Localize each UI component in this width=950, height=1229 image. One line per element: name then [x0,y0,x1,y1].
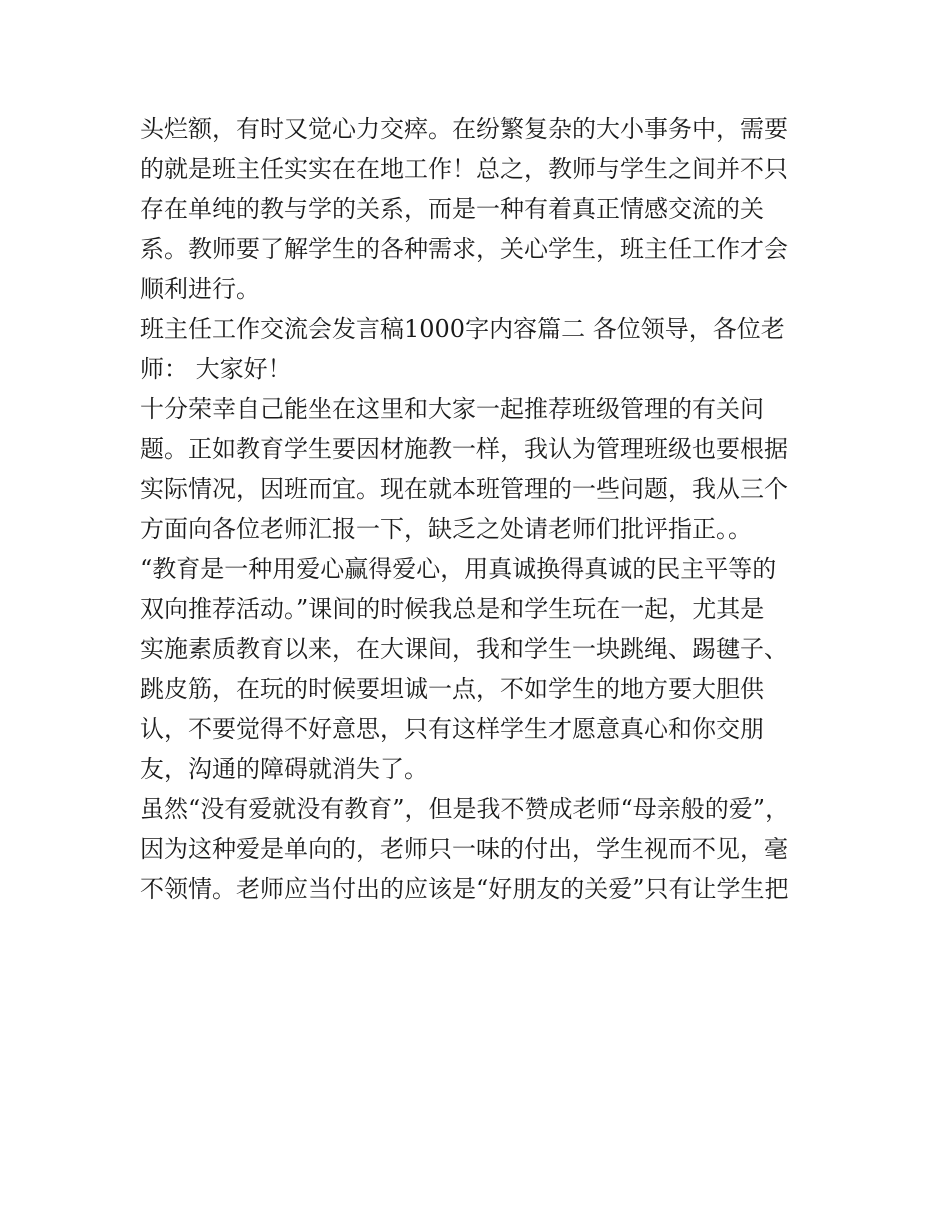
text-line: 的就是班主任实实在在地工作！总之，教师与学生之间并不只 [140,155,788,183]
text-line: 系。教师要了解学生的各种需求，关心学生，班主任工作才会 [140,235,788,263]
text-line: 十分荣幸自己能坐在这里和大家一起推荐班级管理的有关问 [140,395,764,423]
text-line: 实施素质教育以来，在大课间，我和学生一块跳绳、踢毽子、 [140,635,788,663]
text-line: 存在单纯的教与学的关系，而是一种有着真正情感交流的关 [140,195,764,223]
text-line: 顺利进行。 [140,275,260,303]
text-line: 友，沟通的障碍就消失了。 [140,755,428,783]
text-line: 题。正如教育学生要因材施教一样，我认为管理班级也要根据 [140,435,788,463]
section-heading-line: 班主任工作交流会发言稿1000字内容篇二 各位领导，各位老 [140,315,785,343]
text-line: 跳皮筋，在玩的时候要坦诚一点，不如学生的地方要大胆供 [140,675,764,703]
text-line: 双向推荐活动。”课间的时候我总是和学生玩在一起，尤其是 [140,595,765,623]
greeting-line: 师： 大家好！ [140,355,292,383]
text-line: 不领情。老师应当付出的应该是“好朋友的关爱”只有让学生把 [140,875,789,903]
text-line: 虽然“没有爱就没有教育”，但是我不赞成老师“母亲般的爱”， [140,795,790,823]
text-line: 方面向各位老师汇报一下，缺乏之处请老师们批评指正。。 [140,515,752,543]
text-line: 头烂额，有时又觉心力交瘁。在纷繁复杂的大小事务中，需要 [140,115,788,143]
text-line: “教育是一种用爱心赢得爱心，用真诚换得真诚的民主平等的 [140,555,777,583]
text-line: 实际情况，因班而宜。现在就本班管理的一些问题，我从三个 [140,475,788,503]
text-line: 因为这种爱是单向的，老师只一味的付出，学生视而不见，毫 [140,835,788,863]
document-body [140,109,820,909]
text-line: 认，不要觉得不好意思，只有这样学生才愿意真心和你交朋 [140,715,764,743]
